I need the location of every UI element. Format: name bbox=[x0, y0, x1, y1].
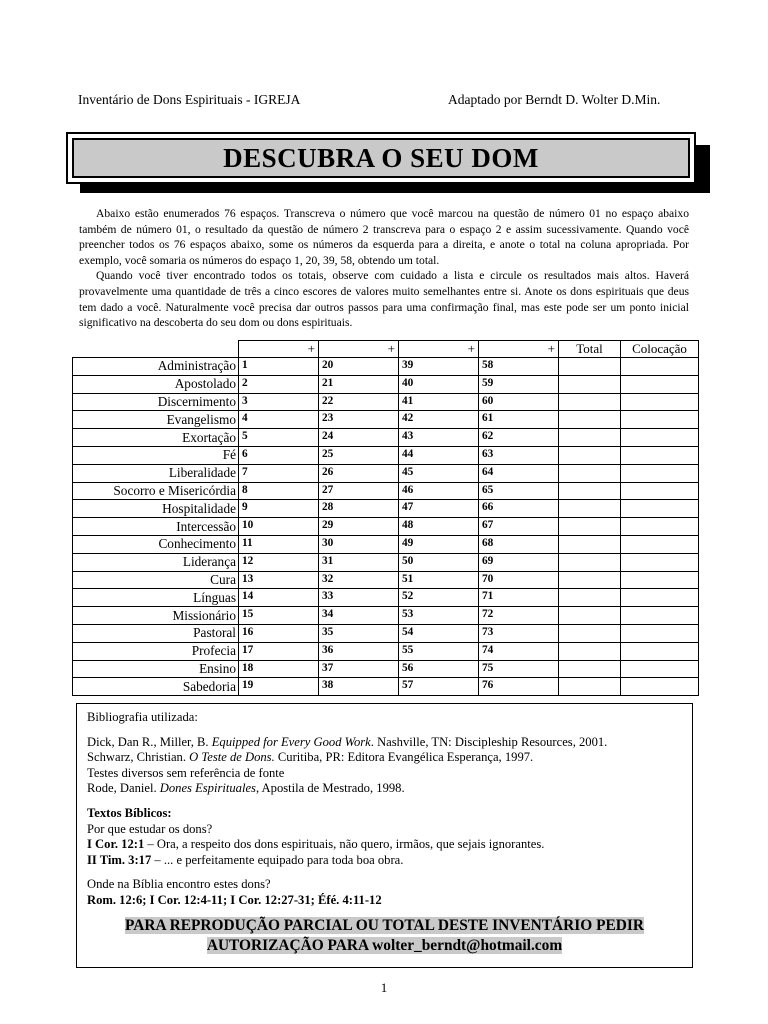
total-cell bbox=[559, 482, 621, 500]
answer-cell: 44 bbox=[399, 446, 479, 464]
total-cell bbox=[559, 446, 621, 464]
placement-cell bbox=[621, 375, 699, 393]
table-row bbox=[73, 660, 699, 678]
total-cell bbox=[559, 411, 621, 429]
why-question: Por que estudar os dons? bbox=[87, 821, 213, 836]
answer-cell: 72 bbox=[479, 607, 559, 625]
answer-cell: 39 bbox=[399, 358, 479, 376]
header-plus-1: + bbox=[239, 341, 319, 358]
header-placement: Colocação bbox=[621, 341, 699, 358]
total-cell bbox=[559, 393, 621, 411]
answer-cell: 31 bbox=[319, 553, 399, 571]
verse-2 bbox=[87, 853, 682, 869]
answer-cell: 11 bbox=[239, 535, 319, 553]
reference-item bbox=[87, 750, 682, 766]
reference-title: Dones Espirituales bbox=[159, 781, 256, 796]
placement-cell bbox=[621, 660, 699, 678]
placement-cell bbox=[621, 411, 699, 429]
answer-cell: 53 bbox=[399, 607, 479, 625]
gift-name: Hospitalidade bbox=[73, 500, 239, 518]
verse-1 bbox=[87, 837, 682, 853]
placement-cell bbox=[621, 393, 699, 411]
total-cell bbox=[559, 678, 621, 696]
permission-banner bbox=[87, 916, 682, 956]
placement-cell bbox=[621, 358, 699, 376]
gift-name: Intercessão bbox=[73, 518, 239, 536]
answer-cell: 1 bbox=[239, 358, 319, 376]
answer-cell: 17 bbox=[239, 642, 319, 660]
answer-cell: 73 bbox=[479, 624, 559, 642]
answer-cell: 64 bbox=[479, 464, 559, 482]
gift-name: Evangelismo bbox=[73, 411, 239, 429]
answer-cell: 28 bbox=[319, 500, 399, 518]
gift-name: Liderança bbox=[73, 553, 239, 571]
answer-cell: 61 bbox=[479, 411, 559, 429]
answer-cell: 41 bbox=[399, 393, 479, 411]
table-row bbox=[73, 553, 699, 571]
reference-text: Testes diversos sem referência de fonte bbox=[87, 765, 285, 780]
bible-ref-others: ; I Cor. 12:4-11; I Cor. 12:27-31; Éfé. 4:11-12 bbox=[142, 892, 382, 907]
answer-cell: 75 bbox=[479, 660, 559, 678]
answer-cell: 13 bbox=[239, 571, 319, 589]
total-cell bbox=[559, 358, 621, 376]
reference-list bbox=[87, 735, 682, 797]
answer-cell: 36 bbox=[319, 642, 399, 660]
answer-cell: 42 bbox=[399, 411, 479, 429]
table-row bbox=[73, 393, 699, 411]
placement-cell bbox=[621, 482, 699, 500]
gift-name: Profecia bbox=[73, 642, 239, 660]
where-question: Onde na Bíblia encontro estes dons? bbox=[87, 877, 271, 892]
placement-cell bbox=[621, 553, 699, 571]
answer-cell: 33 bbox=[319, 589, 399, 607]
answer-cell: 14 bbox=[239, 589, 319, 607]
answer-cell: 7 bbox=[239, 464, 319, 482]
table-row bbox=[73, 607, 699, 625]
answer-cell: 71 bbox=[479, 589, 559, 607]
total-cell bbox=[559, 642, 621, 660]
table-row bbox=[73, 358, 699, 376]
verse-2-text: – ... e perfeitamente equipado para toda boa obra. bbox=[151, 852, 404, 867]
answer-cell: 47 bbox=[399, 500, 479, 518]
answer-cell: 46 bbox=[399, 482, 479, 500]
answer-cell: 68 bbox=[479, 535, 559, 553]
placement-cell bbox=[621, 624, 699, 642]
total-cell bbox=[559, 624, 621, 642]
answer-cell: 50 bbox=[399, 553, 479, 571]
reference-details: , Apostila de Mestrado, 1998. bbox=[255, 781, 405, 796]
table-row bbox=[73, 624, 699, 642]
gift-name: Exortação bbox=[73, 429, 239, 447]
header-plus-2: + bbox=[319, 341, 399, 358]
gift-name: Liberalidade bbox=[73, 464, 239, 482]
answer-cell: 59 bbox=[479, 375, 559, 393]
total-cell bbox=[559, 660, 621, 678]
answer-cell: 24 bbox=[319, 429, 399, 447]
answer-cell: 38 bbox=[319, 678, 399, 696]
answer-cell: 4 bbox=[239, 411, 319, 429]
answer-cell: 23 bbox=[319, 411, 399, 429]
table-row bbox=[73, 518, 699, 536]
intro-paragraph-2: Quando você tiver encontrado todos os totais, observe com cuidado a lista e circule os resultados mais altos. Haverá provavelmente uma quantidade de três a cinco escores de valores muito semelhantes entre si. Anote os dons espirituais que deus tem dado a você. Naturalmente você precisa dar outros passos para uma confirmação final, mas este pode ser um ponto inicial significativo na descoberta do seu dom ou dons espirituais. bbox=[79, 269, 689, 330]
gift-name: Cura bbox=[73, 571, 239, 589]
answer-cell: 30 bbox=[319, 535, 399, 553]
answer-cell: 8 bbox=[239, 482, 319, 500]
gift-name: Discernimento bbox=[73, 393, 239, 411]
answer-cell: 51 bbox=[399, 571, 479, 589]
answer-cell: 35 bbox=[319, 624, 399, 642]
total-cell bbox=[559, 589, 621, 607]
total-cell bbox=[559, 553, 621, 571]
answer-cell: 10 bbox=[239, 518, 319, 536]
header-blank bbox=[73, 341, 239, 358]
answer-cell: 37 bbox=[319, 660, 399, 678]
gift-name: Línguas bbox=[73, 589, 239, 607]
answer-cell: 32 bbox=[319, 571, 399, 589]
verse-2-ref: II Tim. 3:17 bbox=[87, 852, 152, 867]
answer-cell: 62 bbox=[479, 429, 559, 447]
placement-cell bbox=[621, 429, 699, 447]
answer-cell: 21 bbox=[319, 375, 399, 393]
gift-name: Sabedoria bbox=[73, 678, 239, 696]
page-number: 1 bbox=[380, 980, 388, 995]
reference-item bbox=[87, 735, 682, 751]
answer-cell: 65 bbox=[479, 482, 559, 500]
answer-cell: 2 bbox=[239, 375, 319, 393]
header-plus-3: + bbox=[399, 341, 479, 358]
table-row bbox=[73, 429, 699, 447]
answer-cell: 58 bbox=[479, 358, 559, 376]
answer-cell: 49 bbox=[399, 535, 479, 553]
table-row bbox=[73, 375, 699, 393]
bible-ref-rom: Rom. 12:6 bbox=[87, 892, 143, 907]
answer-cell: 66 bbox=[479, 500, 559, 518]
answer-cell: 55 bbox=[399, 642, 479, 660]
banner-line-1: PARA REPRODUÇÃO PARCIAL OU TOTAL DESTE INVENTÁRIO PEDIR bbox=[125, 916, 644, 934]
gift-name: Administração bbox=[73, 358, 239, 376]
total-cell bbox=[559, 375, 621, 393]
total-cell bbox=[559, 571, 621, 589]
answer-cell: 27 bbox=[319, 482, 399, 500]
bibliography-heading: Bibliografia utilizada: bbox=[87, 710, 198, 724]
answer-cell: 40 bbox=[399, 375, 479, 393]
placement-cell bbox=[621, 589, 699, 607]
answer-cell: 22 bbox=[319, 393, 399, 411]
answer-cell: 29 bbox=[319, 518, 399, 536]
table-row bbox=[73, 589, 699, 607]
placement-cell bbox=[621, 571, 699, 589]
total-cell bbox=[559, 518, 621, 536]
gift-name: Pastoral bbox=[73, 624, 239, 642]
answer-cell: 45 bbox=[399, 464, 479, 482]
gift-name: Ensino bbox=[73, 660, 239, 678]
answer-cell: 15 bbox=[239, 607, 319, 625]
total-cell bbox=[559, 607, 621, 625]
reference-title: O Teste de Dons. bbox=[189, 750, 275, 765]
answer-cell: 9 bbox=[239, 500, 319, 518]
answer-cell: 20 bbox=[319, 358, 399, 376]
answer-cell: 54 bbox=[399, 624, 479, 642]
answer-cell: 25 bbox=[319, 446, 399, 464]
placement-cell bbox=[621, 500, 699, 518]
placement-cell bbox=[621, 446, 699, 464]
answer-cell: 19 bbox=[239, 678, 319, 696]
gift-name: Apostolado bbox=[73, 375, 239, 393]
answer-cell: 34 bbox=[319, 607, 399, 625]
gift-name: Socorro e Misericórdia bbox=[73, 482, 239, 500]
header-plus-4: + bbox=[479, 341, 559, 358]
reference-item bbox=[87, 766, 682, 782]
total-cell bbox=[559, 429, 621, 447]
placement-cell bbox=[621, 607, 699, 625]
answer-cell: 3 bbox=[239, 393, 319, 411]
reference-details: Curitiba, PR: Editora Evangélica Esperança, 1997. bbox=[274, 750, 534, 765]
placement-cell bbox=[621, 535, 699, 553]
table-row bbox=[73, 642, 699, 660]
total-cell bbox=[559, 535, 621, 553]
gift-name: Conhecimento bbox=[73, 535, 239, 553]
gifts-table bbox=[72, 340, 699, 696]
answer-cell: 69 bbox=[479, 553, 559, 571]
answer-cell: 67 bbox=[479, 518, 559, 536]
reference-text: Rode, Daniel. bbox=[87, 781, 160, 796]
bibliography-box bbox=[76, 703, 693, 968]
table-row bbox=[73, 411, 699, 429]
answer-cell: 52 bbox=[399, 589, 479, 607]
verse-1-ref: I Cor. 12:1 bbox=[87, 837, 145, 852]
header-total: Total bbox=[559, 341, 621, 358]
placement-cell bbox=[621, 678, 699, 696]
reference-title: Equipped for Every Good Work bbox=[211, 734, 371, 749]
answer-cell: 48 bbox=[399, 518, 479, 536]
table-header-row bbox=[73, 341, 699, 358]
answer-cell: 12 bbox=[239, 553, 319, 571]
title-box bbox=[66, 132, 696, 184]
answer-cell: 76 bbox=[479, 678, 559, 696]
verse-1-text: – Ora, a respeito dos dons espirituais, não quero, irmãos, que sejais ignorantes. bbox=[144, 837, 545, 852]
answer-cell: 6 bbox=[239, 446, 319, 464]
placement-cell bbox=[621, 642, 699, 660]
texts-heading: Textos Bíblicos: bbox=[87, 805, 172, 820]
gift-name: Fé bbox=[73, 446, 239, 464]
table-row bbox=[73, 535, 699, 553]
table-row bbox=[73, 464, 699, 482]
answer-cell: 16 bbox=[239, 624, 319, 642]
table-row bbox=[73, 446, 699, 464]
bible-references bbox=[87, 893, 682, 909]
reference-text: Dick, Dan R., Miller, B. bbox=[87, 734, 212, 749]
table-row bbox=[73, 500, 699, 518]
answer-cell: 18 bbox=[239, 660, 319, 678]
table-row bbox=[73, 571, 699, 589]
intro-paragraph-1: Abaixo estão enumerados 76 espaços. Transcreva o número que você marcou na questão de número 01 no espaço abaixo também de número 01, o resultado da questão de número 2 transcreva para o espaço 2 e assim sucessivamente. Quando você preencher todos os 76 espaços abaixo, some os números da esquerda para a direita, e anote o total na coluna apropriada. Por exemplo, você somaria os números do espaço 1, 20, 39, 58, obtendo um total. bbox=[79, 207, 689, 267]
page-title: DESCUBRA O SEU DOM bbox=[72, 138, 690, 178]
placement-cell bbox=[621, 464, 699, 482]
answer-cell: 74 bbox=[479, 642, 559, 660]
answer-cell: 26 bbox=[319, 464, 399, 482]
answer-cell: 43 bbox=[399, 429, 479, 447]
table-row bbox=[73, 678, 699, 696]
answer-cell: 70 bbox=[479, 571, 559, 589]
answer-cell: 63 bbox=[479, 446, 559, 464]
table-row bbox=[73, 482, 699, 500]
gift-name: Missionário bbox=[73, 607, 239, 625]
reference-item bbox=[87, 781, 682, 797]
header-left: Inventário de Dons Espirituais - IGREJA bbox=[78, 92, 301, 107]
header-right: Adaptado por Berndt D. Wolter D.Min. bbox=[448, 92, 661, 107]
answer-cell: 56 bbox=[399, 660, 479, 678]
total-cell bbox=[559, 500, 621, 518]
answer-cell: 57 bbox=[399, 678, 479, 696]
reference-text: Schwarz, Christian. bbox=[87, 750, 190, 765]
intro-text bbox=[79, 206, 689, 331]
total-cell bbox=[559, 464, 621, 482]
placement-cell bbox=[621, 518, 699, 536]
answer-cell: 60 bbox=[479, 393, 559, 411]
banner-line-2: AUTORIZAÇÃO PARA wolter_berndt@hotmail.com bbox=[206, 936, 563, 954]
reference-details: . Nashville, TN: Discipleship Resources, 2001. bbox=[370, 734, 608, 749]
answer-cell: 5 bbox=[239, 429, 319, 447]
